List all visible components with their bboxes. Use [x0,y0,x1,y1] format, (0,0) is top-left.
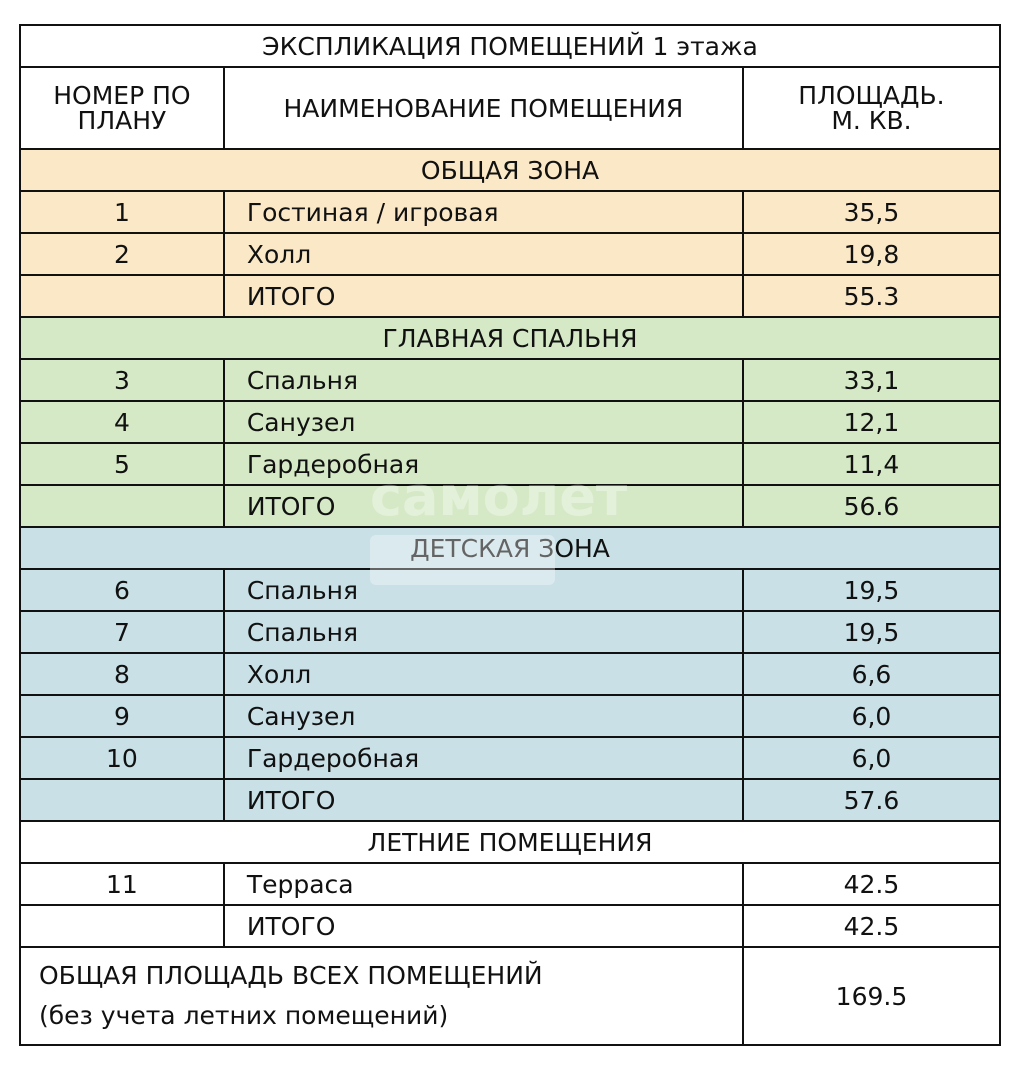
table-row [20,653,1000,695]
zone-title: ДЕТСКАЯ ЗОНА [20,527,1000,569]
header-number [20,67,224,149]
zone-master-header [20,317,1000,359]
room-number: 9 [20,695,224,737]
room-name: Гостиная / игровая [224,191,743,233]
room-area: 19,5 [743,611,1000,653]
header-name: НАИМЕНОВАНИЕ ПОМЕЩЕНИЯ [224,67,743,149]
room-area: 35,5 [743,191,1000,233]
zone-title: ОБЩАЯ ЗОНА [20,149,1000,191]
room-area: 33,1 [743,359,1000,401]
room-name: Гардеробная [224,737,743,779]
zone-total-label: ИТОГО [224,275,743,317]
header-area-line1: ПЛОЩАДЬ. [798,81,945,110]
zone-title: ГЛАВНАЯ СПАЛЬНЯ [20,317,1000,359]
table-row [20,695,1000,737]
zone-total-label: ИТОГО [224,905,743,947]
room-area: 19,5 [743,569,1000,611]
zone-total-value: 57.6 [743,779,1000,821]
zone-kids-header [20,527,1000,569]
room-name: Санузел [224,401,743,443]
table-row [20,611,1000,653]
room-number: 5 [20,443,224,485]
room-area: 19,8 [743,233,1000,275]
table-row [20,863,1000,905]
explication-table [19,24,1001,1046]
zone-common-header [20,149,1000,191]
room-name: Спальня [224,569,743,611]
room-name: Терраса [224,863,743,905]
table-row [20,401,1000,443]
table-row [20,443,1000,485]
zone-total-value: 55.3 [743,275,1000,317]
room-number: 1 [20,191,224,233]
zone-total-row [20,779,1000,821]
zone-total-value: 42.5 [743,905,1000,947]
zone-total-row [20,485,1000,527]
table-row [20,191,1000,233]
room-name: Спальня [224,359,743,401]
room-area: 6,0 [743,695,1000,737]
room-area: 6,6 [743,653,1000,695]
header-area-line2: М. КВ. [831,106,912,135]
room-name: Холл [224,233,743,275]
room-area: 12,1 [743,401,1000,443]
zone-total-row [20,275,1000,317]
grand-total-label [20,947,743,1045]
grand-total-row [20,947,1000,1045]
header-number-line2: ПЛАНУ [77,106,167,135]
zone-total-label: ИТОГО [224,485,743,527]
empty-cell [20,905,224,947]
room-name: Холл [224,653,743,695]
zone-total-value: 56.6 [743,485,1000,527]
room-number: 6 [20,569,224,611]
table-row [20,233,1000,275]
zone-title: ЛЕТНИЕ ПОМЕЩЕНИЯ [20,821,1000,863]
header-number-line1: НОМЕР ПО [53,81,191,110]
zone-summer-header [20,821,1000,863]
empty-cell [20,275,224,317]
room-name: Гардеробная [224,443,743,485]
room-number: 2 [20,233,224,275]
empty-cell [20,485,224,527]
room-number: 4 [20,401,224,443]
grand-total-value: 169.5 [743,947,1000,1045]
grand-total-label-line2: (без учета летних помещений) [39,1001,449,1030]
room-number: 11 [20,863,224,905]
table-title: ЭКСПЛИКАЦИЯ ПОМЕЩЕНИЙ 1 этажа [20,25,1000,67]
zone-total-label: ИТОГО [224,779,743,821]
table-row [20,359,1000,401]
table-row [20,569,1000,611]
zone-total-row [20,905,1000,947]
room-number: 8 [20,653,224,695]
empty-cell [20,779,224,821]
room-area: 42.5 [743,863,1000,905]
room-name: Санузел [224,695,743,737]
header-area [743,67,1000,149]
room-number: 7 [20,611,224,653]
room-area: 11,4 [743,443,1000,485]
grand-total-label-line1: ОБЩАЯ ПЛОЩАДЬ ВСЕХ ПОМЕЩЕНИЙ [39,961,543,990]
watermark-text: самолет [370,465,628,528]
room-area: 6,0 [743,737,1000,779]
room-number: 10 [20,737,224,779]
room-number: 3 [20,359,224,401]
room-name: Спальня [224,611,743,653]
table-row [20,737,1000,779]
